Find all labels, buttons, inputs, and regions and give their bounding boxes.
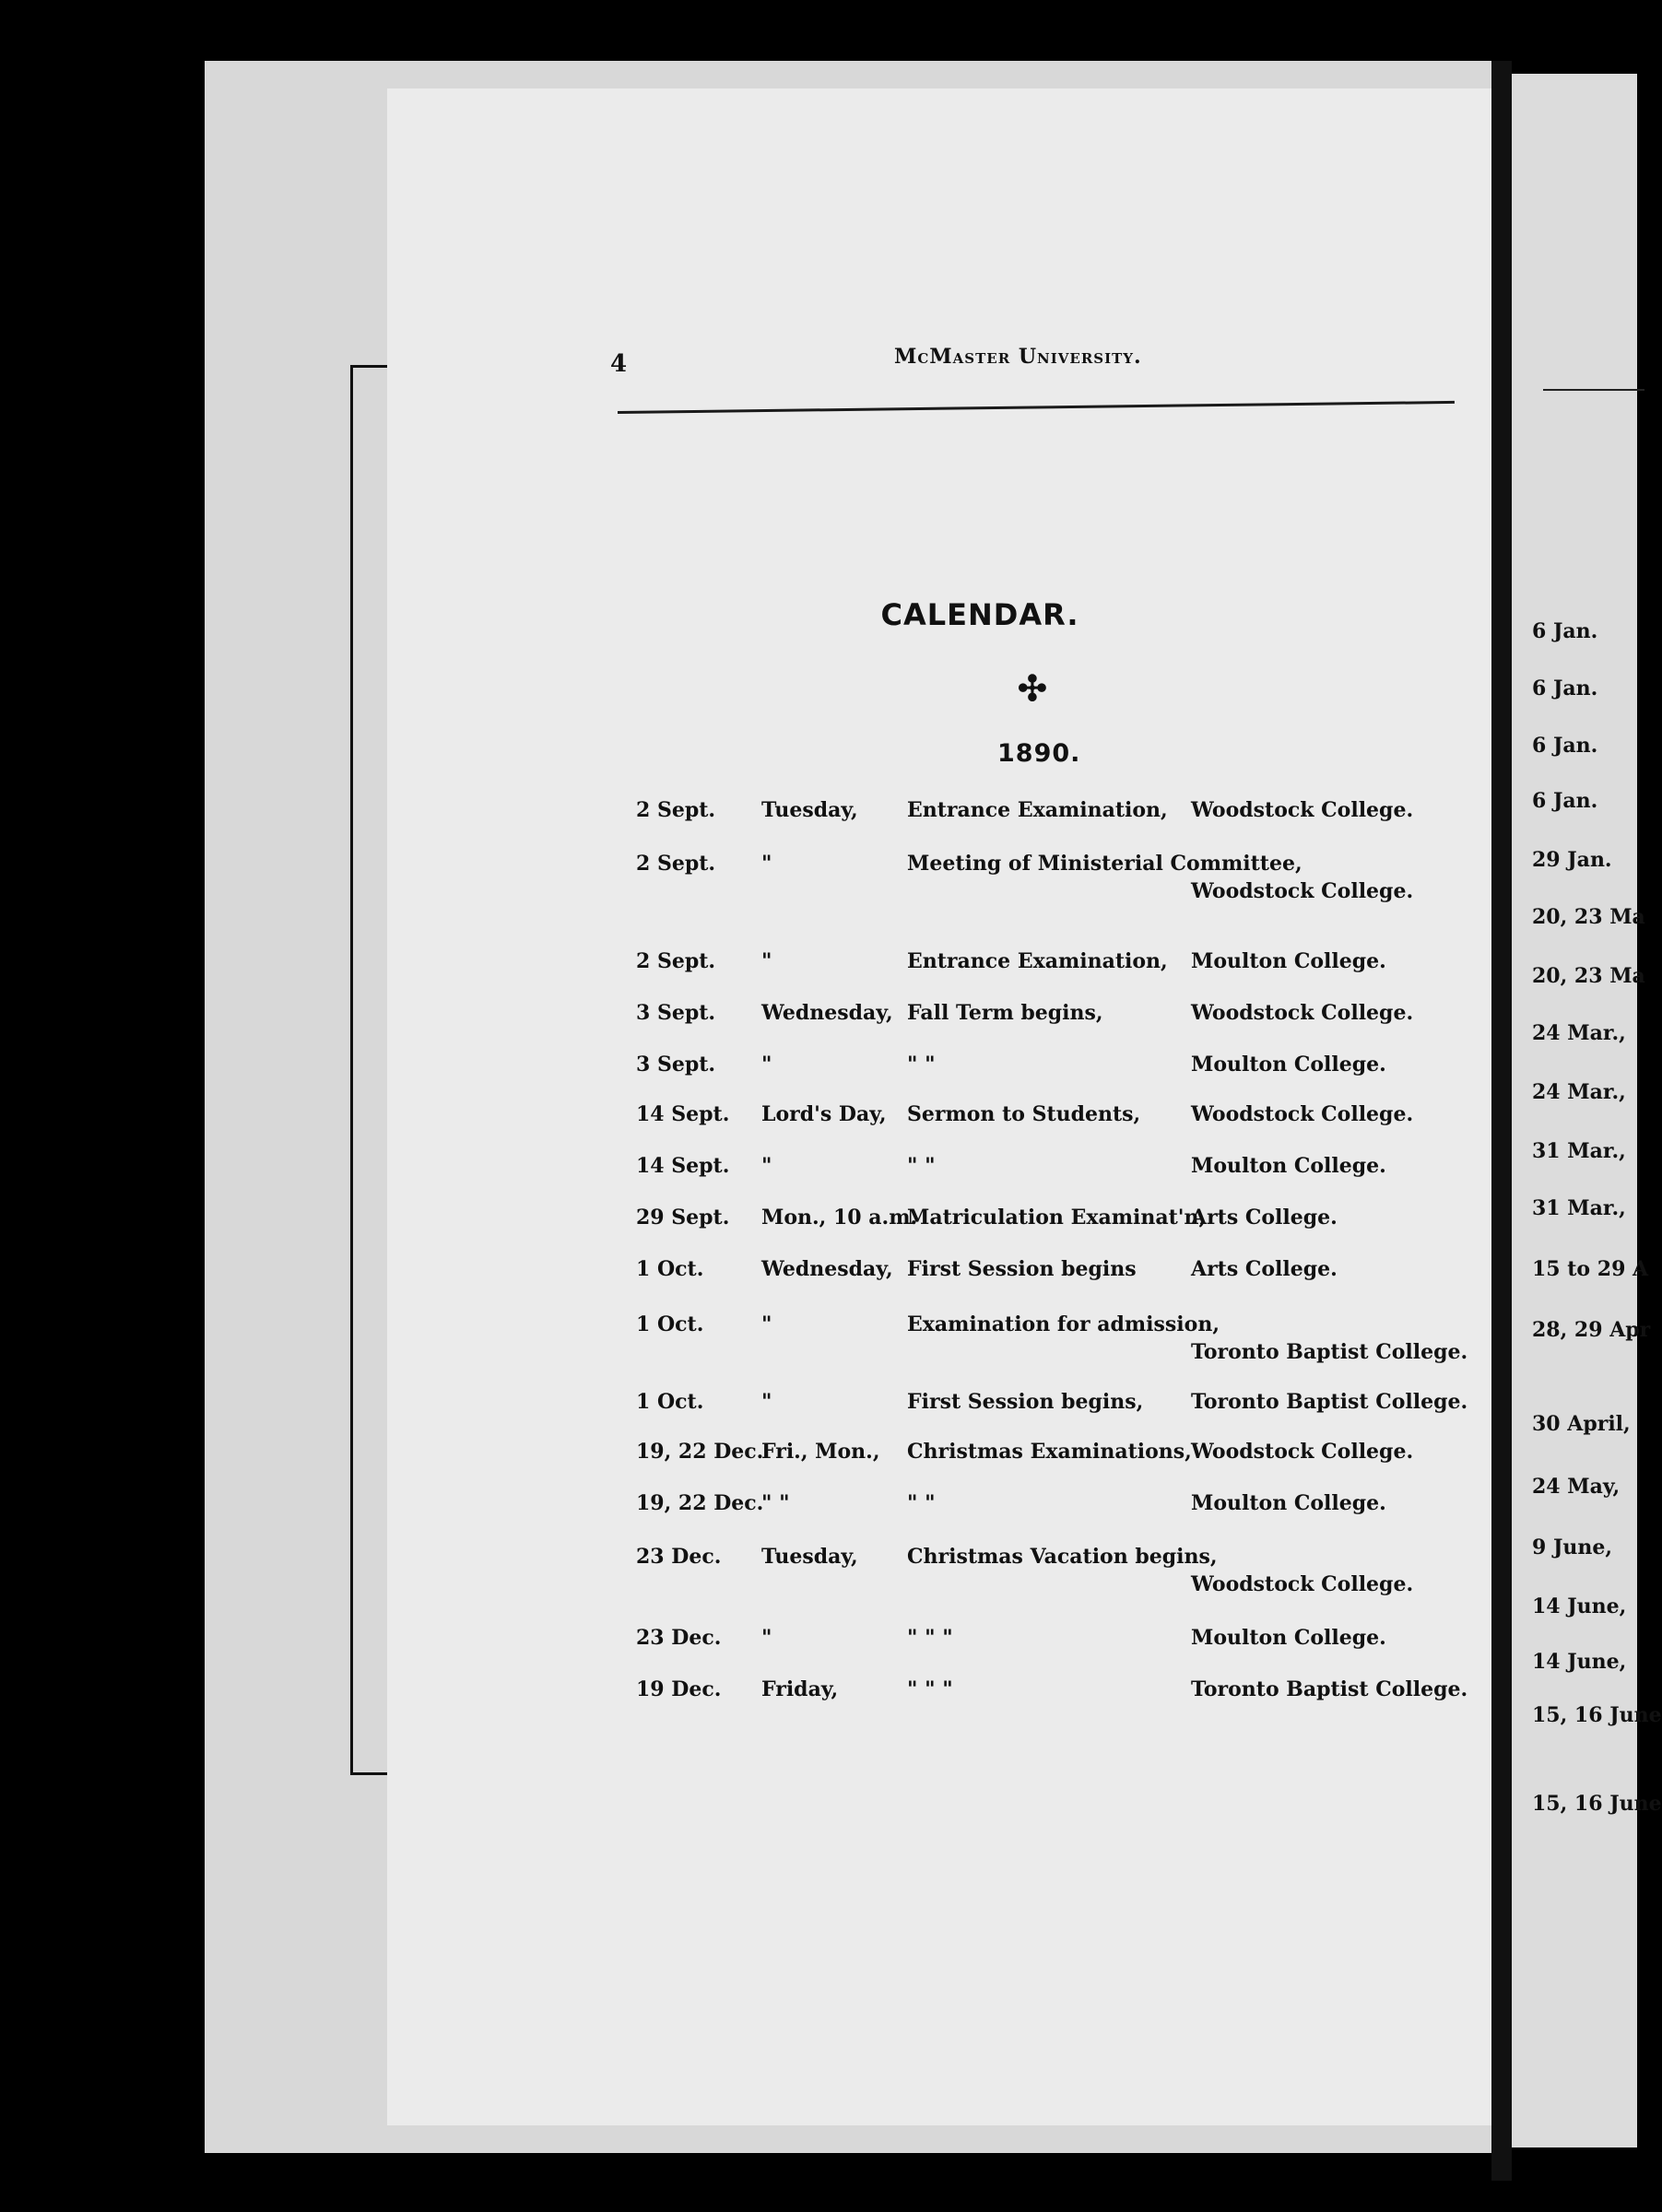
row-day: Wednesday, xyxy=(761,1257,893,1281)
row-day: Friday, xyxy=(761,1677,839,1701)
table-row xyxy=(0,1102,1637,1139)
facing-date-item: 15, 16 June xyxy=(1532,1703,1662,1727)
row-place: Woodstock College. xyxy=(1191,879,1414,903)
row-date: 2 Sept. xyxy=(636,852,716,876)
ornament-glyph: ✣ xyxy=(1018,667,1047,709)
facing-page xyxy=(1512,74,1662,2147)
row-place: Toronto Baptist College. xyxy=(1191,1677,1468,1701)
row-place: Arts College. xyxy=(1191,1206,1338,1230)
table-row xyxy=(0,1545,1637,1596)
facing-date-item: 31 Mar., xyxy=(1532,1196,1626,1220)
row-place: Woodstock College. xyxy=(1191,1440,1414,1464)
table-row xyxy=(0,1312,1637,1364)
table-row xyxy=(0,1390,1637,1427)
row-date: 3 Sept. xyxy=(636,1053,716,1077)
row-place: Moulton College. xyxy=(1191,949,1386,973)
facing-date-item: 20, 23 Ma xyxy=(1532,964,1645,988)
row-place: Moulton College. xyxy=(1191,1154,1386,1178)
row-place: Moulton College. xyxy=(1191,1626,1386,1650)
row-day: " xyxy=(761,1626,772,1650)
row-place: Woodstock College. xyxy=(1191,1572,1414,1596)
row-day: " xyxy=(761,1312,772,1336)
row-event: Examination for admission, xyxy=(907,1312,1220,1336)
facing-date-item: 15 to 29 A xyxy=(1532,1257,1649,1281)
table-row xyxy=(0,1440,1637,1477)
table-row xyxy=(0,798,1637,835)
row-date: 2 Sept. xyxy=(636,798,716,822)
row-day: " xyxy=(761,1053,772,1077)
row-date: 1 Oct. xyxy=(636,1312,704,1336)
row-day: Wednesday, xyxy=(761,1001,893,1025)
row-event: " " " xyxy=(907,1677,953,1701)
row-event: First Session begins xyxy=(907,1257,1137,1281)
row-day: " xyxy=(761,852,772,876)
table-row xyxy=(0,949,1637,986)
facing-date-item: 9 June, xyxy=(1532,1535,1613,1559)
row-date: 23 Dec. xyxy=(636,1545,722,1569)
row-event: Entrance Examination, xyxy=(907,949,1168,973)
row-date: 19, 22 Dec. xyxy=(636,1440,764,1464)
row-day: Tuesday, xyxy=(761,798,858,822)
facing-date-item: 24 Mar., xyxy=(1532,1021,1626,1045)
facing-date-item: 29 Jan. xyxy=(1532,848,1612,872)
table-row xyxy=(0,1257,1637,1294)
row-event: Meeting of Ministerial Committee, xyxy=(907,852,1302,876)
row-date: 3 Sept. xyxy=(636,1001,716,1025)
row-day: " xyxy=(761,1154,772,1178)
row-place: Moulton College. xyxy=(1191,1053,1386,1077)
row-day: " " xyxy=(761,1491,790,1515)
facing-date-item: 30 April, xyxy=(1532,1412,1631,1436)
row-place: Moulton College. xyxy=(1191,1491,1386,1515)
facing-date-item: 28, 29 Apr xyxy=(1532,1318,1651,1342)
row-event: Christmas Vacation begins, xyxy=(907,1545,1218,1569)
row-place: Woodstock College. xyxy=(1191,1001,1414,1025)
row-event: Fall Term begins, xyxy=(907,1001,1103,1025)
row-place: Toronto Baptist College. xyxy=(1191,1390,1468,1414)
row-event: Entrance Examination, xyxy=(907,798,1168,822)
row-date: 23 Dec. xyxy=(636,1626,722,1650)
table-row xyxy=(0,852,1637,903)
row-event: " " xyxy=(907,1491,936,1515)
calendar-year: 1890. xyxy=(997,739,1081,768)
table-row xyxy=(0,1206,1637,1242)
facing-date-item: 14 June, xyxy=(1532,1594,1627,1618)
row-event: Matriculation Examinat'n, xyxy=(907,1206,1207,1230)
row-event: " " xyxy=(907,1154,936,1178)
row-event: Christmas Examinations, xyxy=(907,1440,1192,1464)
row-date: 1 Oct. xyxy=(636,1257,704,1281)
row-event: Sermon to Students, xyxy=(907,1102,1141,1126)
running-head: McMaster University. xyxy=(894,345,1142,369)
table-row xyxy=(0,1677,1637,1714)
row-date: 29 Sept. xyxy=(636,1206,730,1230)
facing-date-item: 31 Mar., xyxy=(1532,1139,1626,1163)
row-day: Lord's Day, xyxy=(761,1102,887,1126)
row-date: 19 Dec. xyxy=(636,1677,722,1701)
row-date: 14 Sept. xyxy=(636,1102,730,1126)
page-number: 4 xyxy=(610,350,628,378)
row-day: Tuesday, xyxy=(761,1545,858,1569)
row-day: Fri., Mon., xyxy=(761,1440,880,1464)
row-place: Woodstock College. xyxy=(1191,798,1414,822)
row-day: " xyxy=(761,949,772,973)
facing-date-item: 24 May, xyxy=(1532,1475,1621,1499)
row-place: Woodstock College. xyxy=(1191,1102,1414,1126)
facing-date-item: 6 Jan. xyxy=(1532,734,1598,758)
facing-date-item: 15, 16 June xyxy=(1532,1792,1662,1816)
facing-header-rule xyxy=(1543,389,1644,391)
row-date: 19, 22 Dec. xyxy=(636,1491,764,1515)
facing-date-item: 6 Jan. xyxy=(1532,789,1598,813)
row-date: 2 Sept. xyxy=(636,949,716,973)
binding-gutter xyxy=(1491,61,1512,2181)
facing-date-item: 6 Jan. xyxy=(1532,677,1598,700)
row-event: " " xyxy=(907,1053,936,1077)
facing-date-item: 14 June, xyxy=(1532,1650,1627,1674)
facing-date-item: 20, 23 Ma xyxy=(1532,905,1645,929)
facing-date-item: 6 Jan. xyxy=(1532,619,1598,643)
table-row xyxy=(0,1491,1637,1528)
row-day: Mon., 10 a.m. xyxy=(761,1206,918,1230)
row-place: Arts College. xyxy=(1191,1257,1338,1281)
row-place: Toronto Baptist College. xyxy=(1191,1340,1468,1364)
row-date: 14 Sept. xyxy=(636,1154,730,1178)
row-day: " xyxy=(761,1390,772,1414)
calendar-title: CALENDAR. xyxy=(880,597,1079,632)
table-row xyxy=(0,1626,1637,1663)
table-row xyxy=(0,1001,1637,1038)
facing-date-item: 24 Mar., xyxy=(1532,1080,1626,1104)
table-row xyxy=(0,1154,1637,1191)
row-event: First Session begins, xyxy=(907,1390,1144,1414)
row-date: 1 Oct. xyxy=(636,1390,704,1414)
row-event: " " " xyxy=(907,1626,953,1650)
table-row xyxy=(0,1053,1637,1089)
